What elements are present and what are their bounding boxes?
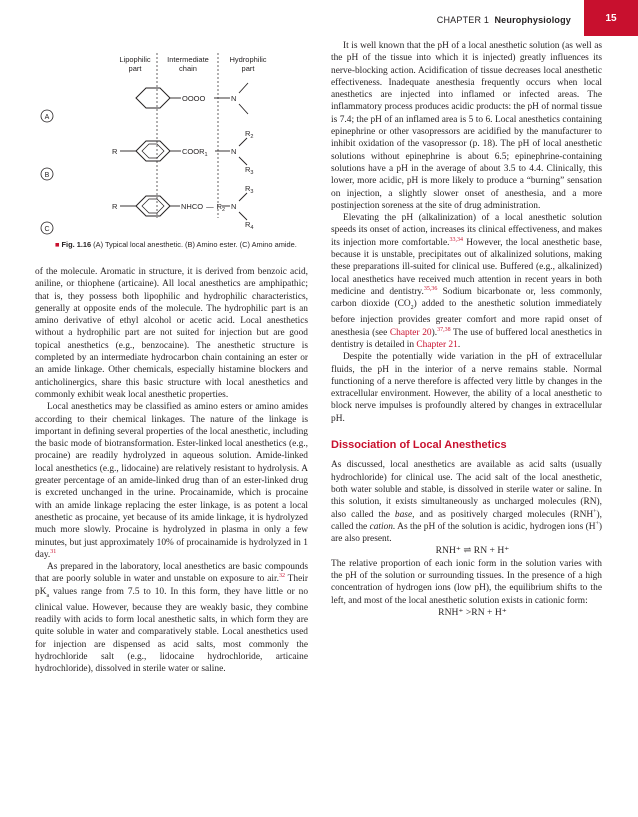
figure-1-16 [30,26,320,256]
col-label-lipophilic: Lipophilic [119,55,151,64]
figure-caption [55,240,345,249]
cyclohexane-ring [136,88,170,108]
figure-number: Fig. 1.16 [61,240,92,249]
left-paragraph-2: Local anesthetics may be classified as amino esters or amino amides according to their chemical linkages. The nature of the linkage is important in defining several properties of the local anesthetic, including the basic mode of biotransformation. Ester-linked local anesthetics (e.g., procaine) are readily hydrolyzed in aqueous solution. Amide-linked local anesthetics (e.g., lidocaine) are relatively resistant to hydrolysis. A greater percentage of an amide-linked drug than of an ester-linked drug is excreted unchanged in the urine. Procainamide, which is procaine with an amide linkage replacing the ester linkage, is as potent a local anesthetic as procaine, yet because of its amide linkage, it is hydrolyzed much more slowly. Procaine is hydrolyzed in plasma in only a few minutes, but just approximately 10% of procainamide is hydrolyzed in 1 day.$^{31}$ [35,402,308,560]
running-head-chapter [437,15,571,25]
chain-c: NHCO — $R_2$ [181,202,226,213]
r3-c: $R_3$ [245,184,254,195]
panel-label-a: A [44,114,50,121]
r2-b: $R_2$ [245,129,254,140]
citation-33-34[interactable]: 33,34 [449,236,463,243]
link-chapter-21[interactable]: Chapter 21 [416,340,458,350]
left-paragraph-3: As prepared in the laboratory, local anesthetics are basic compounds that are poorly soluble in water and unstable on exposure to air.$^{32}$ Their $pK_a$ values range from 7.5 to 10. In this form, they have little or no clinical value. However, because they are weakly basic, they combine readily with acids to form local anesthetic salts, in which form they are quite soluble in water and comparatively stable. Local anesthetics used for injection are dispensed as acid salts, most commonly the hydrochloride salt (e.g., lidocaine hydrochloride, articaine hydrochloride), dissolved in sterile water or saline. [35,562,309,675]
caption-text: (A) Typical local anesthetic. (B) Amino ester. (C) Amino amide. [93,240,297,249]
right-paragraph-3: Despite the potentially wide variation in the pH of extracellular fluids, the pH in the interior of a nerve remains stable. Normal functioning of a nerve therefore is affected very little by changes in the extracellular environment. However, the ability of a local anesthetic to block nerve impulses is profoundly altered by changes in extracellular pH. [331,352,602,424]
left-column [35,266,308,676]
citation-35-36[interactable]: 35,36 [423,285,438,292]
citation-37-38[interactable]: 37,38 [437,326,451,333]
chain-b: $COOR_1$ [182,147,208,158]
structure-a [41,83,248,122]
right-column [331,40,602,619]
right-paragraph-5: The relative proportion of each ionic form in the solution varies with the pH of the solution or surrounding tissues. In the presence of a high concentration of hydrogen ions (low pH), the equilibrium shifts to the left, and most of the local anesthetic solution exists in cationic form: [331,558,602,606]
link-chapter-20[interactable]: Chapter 20 [389,327,432,338]
structure-c [41,184,253,234]
r-group-c: R [112,202,118,211]
col-label-hydrophilic-2: part [241,64,255,73]
equation-cationic: RNH⁺ >RN + H⁺ [438,606,507,618]
right-paragraph-1: It is well known that the pH of a local anesthetic solution (as well as the pH of the tissue into which it is injected) greatly influences its nerve-blocking action. Acidification of tissue decreases local anesthetic effectiveness. Inadequate anesthesia frequently occurs when local anesthetics are injected into inflamed or infected areas. The inflammatory process produces acidic products: the pH of normal tissue is 7.4; the pH of an inflamed area is 5 to 6. Local anesthetics containing epinephrine or other vasopressors are acidified by the manufacturer to inhibit oxidation of the vasopressor (p. 18). The pH of local anesthetic solutions without epinephrine is about 6.5; epinephrine-containing solutions have a pH in the average of about 3.5 to 4.4. Clinically, this lower, more acidic, pH is more likely to produce a “burning” sensation on injection, a slightly slower onset of anesthesia, and a more postinjection soreness at the site of drug administration. [331,41,602,211]
r4-c: $R_4$ [245,220,254,231]
chain-a: OOOO [182,94,206,103]
amine-c: N [231,202,237,211]
citation-32[interactable]: 32 [278,573,285,580]
amine-a: N [231,94,237,103]
col-label-hydrophilic: Hydrophilic [229,55,267,64]
right-paragraph-2: Elevating the pH (alkalinization) of a local anesthetic solution speeds its onset of action, increases its clinical effectiveness, and makes its injection more comfortable.$^{33,34}$ However, the local anesthetic base, because it is unstable, precipitates out of alkalinized solutions, making these preparations ill-suited for clinical use. Buffered (e.g., alkalinized) local anesthetics have received much attention in recent years in both medicine and dentistry.$^{35,36}$ Sodium bicarbonate or, less commonly, carbon dioxide $(CO_2)$ added to the anesthetic solution immediately before injection provides greater comfort and more rapid onset of anesthesia (see Chapter 20).$^{37,38}$ The use of buffered local anesthetics in dentistry is detailed in Chapter 21. [331,213,603,350]
left-paragraph-1: of the molecule. Aromatic in structure, it is derived from benzoic acid, aniline, or thiophene (articaine). All local anesthetics are amphipathic; that is, they possess both lipophilic and hydrophilic characteristics, generally at opposite ends of the molecule. The hydrophilic part is an amino derivative of ethyl alcohol or acetic acid. Local anesthetics without a hydrophilic part are not suited for injection but are good topical anesthetics (e.g., benzocaine). The anesthetic structure is completed by an intermediate hydrocarbon chain containing an ester or an amide linkage. Other chemicals, especially histamine blockers and anticholinergics, share this basic structure with local anesthetics and commonly exhibit weak local anesthetic properties. [35,267,308,400]
section-heading: Dissociation of Local Anesthetics [331,439,507,452]
panel-label-b: B [44,172,50,179]
structure-b [41,129,253,180]
caption-bullet: ■ [55,240,60,249]
equation-equilibrium: RNH⁺ ⇌ RN + H⁺ [435,545,510,557]
amine-b: N [231,147,237,156]
col-label-intermediate: Intermediate [167,55,209,64]
chapter-label: CHAPTER 1 [436,15,490,25]
citation-31[interactable]: 31 [50,548,57,555]
r3-b: $R_3$ [245,165,254,176]
page-number: 15 [584,0,638,36]
right-paragraph-4: As discussed, local anesthetics are available as acid salts (usually hydrochloride) for clinical use. The acid salt of the local anesthetic, both water soluble and stable, is dissolved in sterile water or saline. In this solution, it exists simultaneously as uncharged molecules (RN), also called the base, and as positively charged molecules (RNH+), called the cation. As the pH of the solution is acidic, hydrogen ions (H+) are also present. [331,460,603,545]
chemical-structures-diagram [30,26,320,241]
r-group-b: R [112,147,118,156]
chapter-title: Neurophysiology [494,15,571,25]
panel-label-c: C [44,226,50,233]
col-label-intermediate-2: chain [179,64,197,73]
col-label-lipophilic-2: part [128,64,142,73]
